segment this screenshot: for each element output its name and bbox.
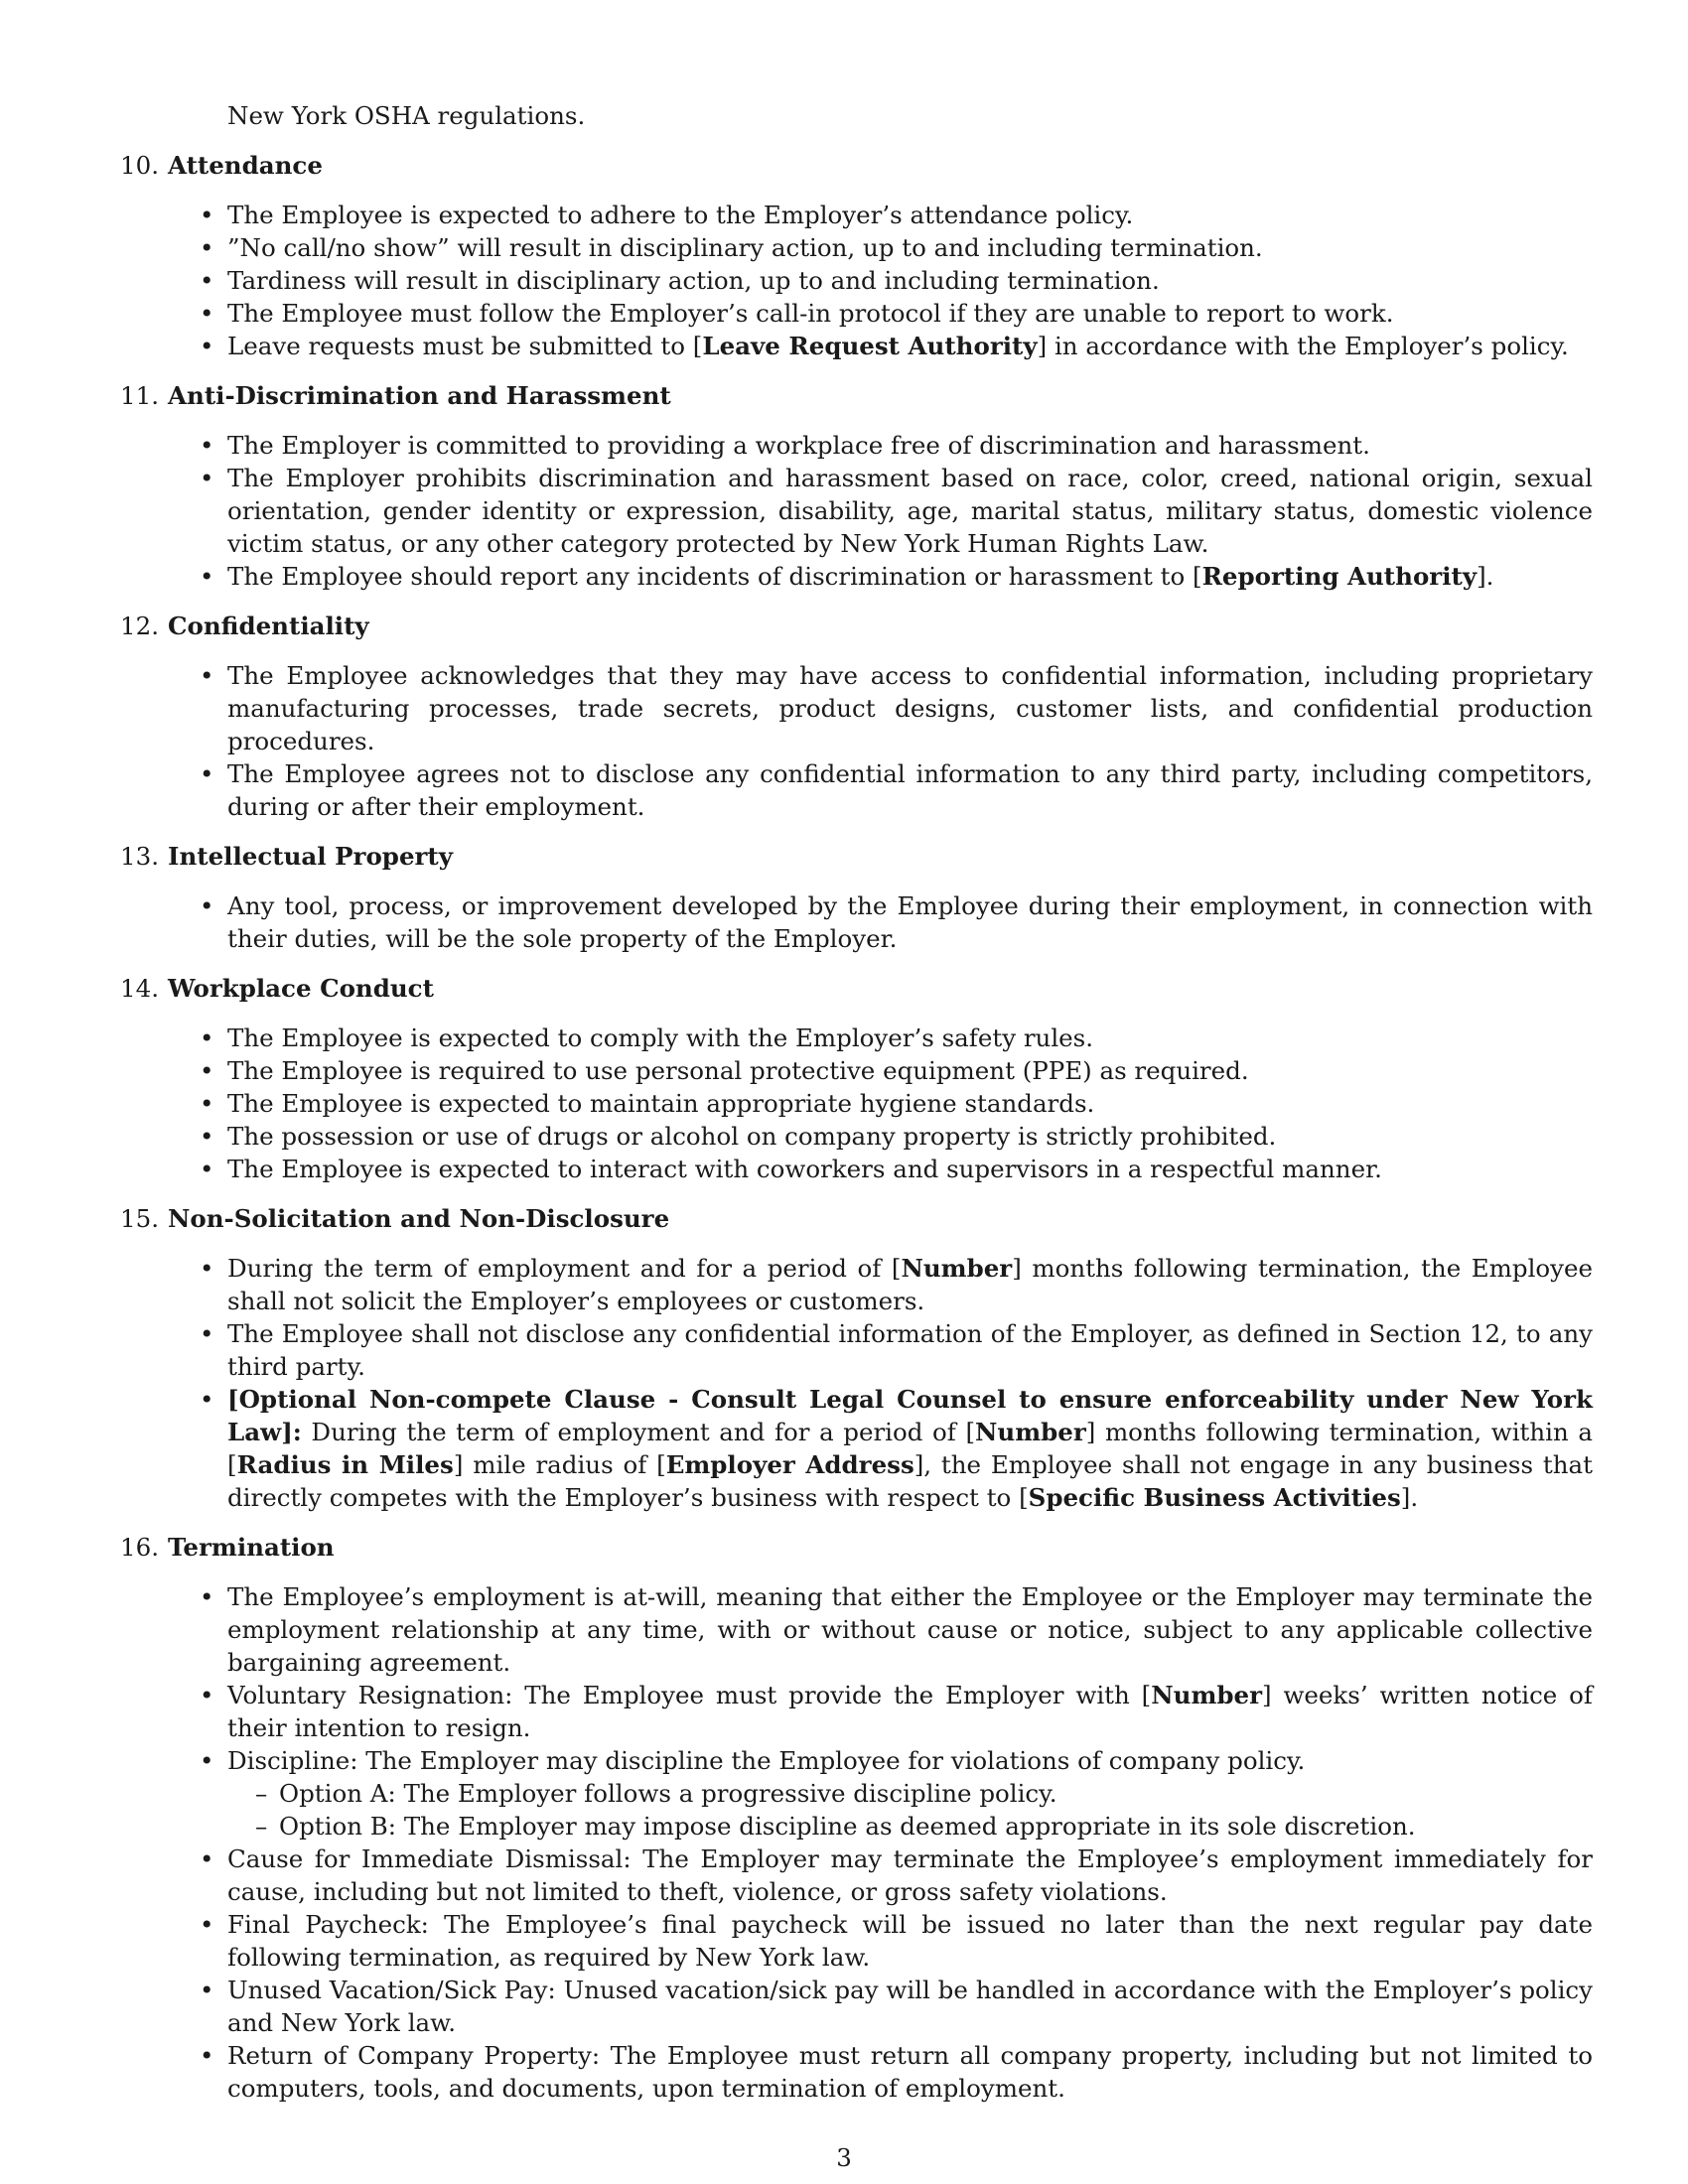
section-heading xyxy=(113,610,1593,642)
placeholder-field: Radius in Miles xyxy=(236,1450,454,1479)
section-number: 14. xyxy=(120,974,159,1003)
section-12 xyxy=(113,610,1593,823)
list-item xyxy=(113,330,1593,362)
section-title: Confidentiality xyxy=(168,612,369,640)
item-text: Discipline: The Employer may discipline the Employee for violations of company policy. xyxy=(227,1746,1306,1775)
placeholder-field: Specific Business Activities xyxy=(1028,1483,1401,1512)
list-item xyxy=(113,462,1593,560)
list-item xyxy=(113,1153,1593,1185)
bullet-list xyxy=(113,1022,1593,1185)
item-text: ] in accordance with the Employer’s policy. xyxy=(1037,332,1569,360)
item-text: Return of Company Property: The Employee must return all company property, including but not limited to computers, tools, and documents, upon termination of employment. xyxy=(227,2041,1593,2103)
page-number: 3 xyxy=(836,2143,852,2172)
section-title: Workplace Conduct xyxy=(168,974,434,1003)
sub-list xyxy=(227,1777,1593,1843)
section-14 xyxy=(113,972,1593,1185)
list-item xyxy=(113,1252,1593,1317)
item-text: Cause for Immediate Dismissal: The Employer may terminate the Employee’s employment immediately for cause, including but not limited to theft, violence, or gross safety violations. xyxy=(227,1844,1593,1906)
section-heading xyxy=(113,840,1593,873)
bullet-list xyxy=(113,1252,1593,1514)
list-item xyxy=(113,889,1593,955)
section-number: 13. xyxy=(120,842,159,871)
item-text: The Employee agrees not to disclose any confidential information to any third party, including competitors, during or after their employment. xyxy=(227,759,1593,821)
item-text: During the term of employment and for a period of [ xyxy=(301,1418,976,1446)
section-heading xyxy=(113,379,1593,412)
list-item xyxy=(113,297,1593,330)
item-text: ”No call/no show” will result in disciplinary action, up to and including termination. xyxy=(227,233,1263,262)
section-13 xyxy=(113,840,1593,955)
item-text: Any tool, process, or improvement developed by the Employee during their employment, in connection with their duties, will be the sole property of the Employer. xyxy=(227,891,1593,953)
list-item xyxy=(113,1580,1593,1679)
item-text: The Employee should report any incidents of discrimination or harassment to [ xyxy=(227,562,1202,591)
section-title: Intellectual Property xyxy=(168,842,453,871)
item-text: The Employee is expected to comply with the Employer’s safety rules. xyxy=(227,1024,1094,1052)
sections-container xyxy=(113,149,1593,2121)
item-text: ]. xyxy=(1477,562,1494,591)
placeholder-field: Number xyxy=(975,1418,1086,1446)
list-item xyxy=(113,1022,1593,1054)
section-number: 12. xyxy=(120,612,159,640)
item-text: The Employer is committed to providing a workplace free of discrimination and harassment. xyxy=(227,431,1370,460)
list-item xyxy=(113,231,1593,264)
item-text: Voluntary Resignation: The Employee must provide the Employer with [ xyxy=(227,1681,1152,1709)
placeholder-field: Number xyxy=(901,1254,1013,1283)
item-text: ] mile radius of [ xyxy=(453,1450,666,1479)
section-title: Non-Solicitation and Non-Disclosure xyxy=(168,1204,670,1233)
list-item xyxy=(113,757,1593,823)
list-item xyxy=(113,1679,1593,1744)
list-item xyxy=(113,1087,1593,1120)
list-item xyxy=(113,560,1593,593)
item-text: The Employee’s employment is at-will, meaning that either the Employee or the Employer may terminate the employment relationship at any time, with or without cause or notice, subject to any applicable collective bargaining agreement. xyxy=(227,1582,1593,1677)
noncompete-label: [Optional Non-compete Clause - Consult Legal Counsel to ensure enforceability under New York Law]: xyxy=(227,1385,1593,1446)
item-text: The Employee acknowledges that they may have access to confidential information, including proprietary manufacturing processes, trade secrets, product designs, customer lists, and confidential production procedures. xyxy=(227,661,1593,755)
list-item xyxy=(113,1054,1593,1087)
section-number: 16. xyxy=(120,1533,159,1562)
item-text: The Employee is expected to adhere to the Employer’s attendance policy. xyxy=(227,201,1134,229)
list-item xyxy=(113,1974,1593,2039)
item-text: Unused Vacation/Sick Pay: Unused vacation/sick pay will be handled in accordance with the Employer’s policy and New York law. xyxy=(227,1976,1593,2037)
list-item xyxy=(113,264,1593,297)
item-text: The possession or use of drugs or alcohol on company property is strictly prohibited. xyxy=(227,1122,1277,1151)
bullet-list xyxy=(113,1580,1593,2105)
item-text: ], the Employee shall not engage in any business that directly competes with the Employer’s business with respect to [ xyxy=(227,1450,1593,1512)
item-text: ] weeks’ written notice of their intention to resign. xyxy=(227,1681,1593,1742)
list-item xyxy=(113,1120,1593,1153)
section-number: 10. xyxy=(120,151,159,180)
placeholder-field: Employer Address xyxy=(665,1450,914,1479)
section-10 xyxy=(113,149,1593,362)
item-text: ]. xyxy=(1400,1483,1419,1512)
section-16 xyxy=(113,1531,1593,2105)
section-heading xyxy=(113,972,1593,1005)
list-item xyxy=(113,429,1593,462)
section-heading xyxy=(113,1202,1593,1235)
list-item xyxy=(113,659,1593,757)
list-item xyxy=(113,1744,1593,1843)
list-item xyxy=(113,2039,1593,2105)
item-text: The Employee shall not disclose any confidential information of the Employer, as defined in Section 12, to any third party. xyxy=(227,1319,1593,1381)
item-text: ] months following termination, within a [ xyxy=(227,1418,1593,1479)
item-text: Tardiness will result in disciplinary action, up to and including termination. xyxy=(227,266,1160,295)
list-item xyxy=(113,199,1593,231)
item-text: The Employee must follow the Employer’s call-in protocol if they are unable to report to work. xyxy=(227,299,1394,328)
list-item xyxy=(113,1843,1593,1908)
section-heading xyxy=(113,1531,1593,1564)
section-heading xyxy=(113,149,1593,182)
item-text: The Employee is required to use personal protective equipment (PPE) as required. xyxy=(227,1056,1249,1085)
list-item xyxy=(113,1908,1593,1974)
placeholder-field: Reporting Authority xyxy=(1201,562,1477,591)
bullet-list xyxy=(113,429,1593,593)
item-text: ] months following termination, the Employee shall not solicit the Employer’s employees or customers. xyxy=(227,1254,1593,1315)
bullet-list xyxy=(113,659,1593,823)
section-title: Termination xyxy=(168,1533,335,1562)
list-item xyxy=(113,1383,1593,1514)
placeholder-field: Number xyxy=(1151,1681,1262,1709)
item-text: The Employer prohibits discrimination and harassment based on race, color, creed, national origin, sexual orientation, gender identity or expression, disability, age, marital status, military status, domestic violence victim status, or any other category protected by New York Human Rights Law. xyxy=(227,464,1593,558)
item-text: The Employee is expected to interact with coworkers and supervisors in a respectful manner. xyxy=(227,1155,1382,1183)
bullet-list xyxy=(113,199,1593,362)
item-text: During the term of employment and for a period of [ xyxy=(227,1254,902,1283)
bullet-list xyxy=(113,889,1593,955)
item-text: Leave requests must be submitted to [ xyxy=(227,332,703,360)
continued-line: New York OSHA regulations. xyxy=(227,101,586,130)
list-item xyxy=(113,1317,1593,1383)
section-15 xyxy=(113,1202,1593,1514)
section-title: Attendance xyxy=(168,151,323,180)
sub-item: – Option B: The Employer may impose discipline as deemed appropriate in its sole discretion. xyxy=(227,1810,1593,1843)
placeholder-field: Leave Request Authority xyxy=(702,332,1038,360)
section-number: 15. xyxy=(120,1204,159,1233)
item-text: Final Paycheck: The Employee’s final paycheck will be issued no later than the next regular pay date following termination, as required by New York law. xyxy=(227,1910,1593,1972)
sub-item: – Option A: The Employer follows a progressive discipline policy. xyxy=(227,1777,1593,1810)
section-title: Anti-Discrimination and Harassment xyxy=(168,381,671,410)
item-text: The Employee is expected to maintain appropriate hygiene standards. xyxy=(227,1089,1095,1118)
section-11 xyxy=(113,379,1593,593)
section-number: 11. xyxy=(120,381,159,410)
